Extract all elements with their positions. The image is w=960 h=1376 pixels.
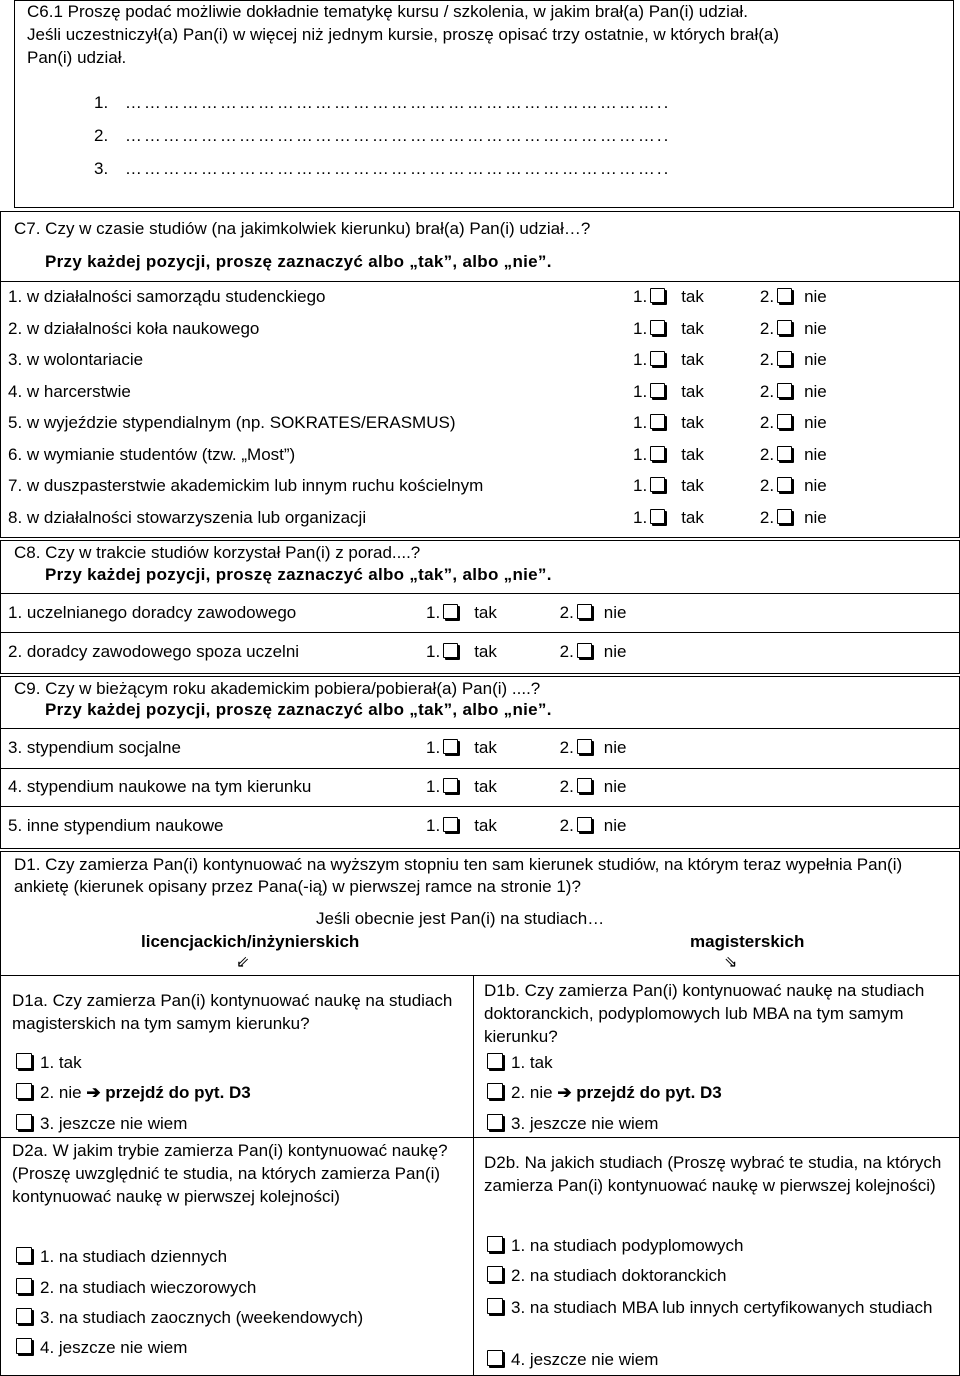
c7-item-8: 8. w działalności stowarzyszenia lub organizacji <box>8 507 367 527</box>
checkbox-icon[interactable] <box>777 414 792 429</box>
c6-question-c: Pan(i) udział. <box>27 48 127 67</box>
c7-answer-8[interactable]: 1. tak 2. nie <box>633 507 827 527</box>
c9-answer-3[interactable]: 1. tak 2. nie <box>426 738 627 757</box>
c7-instruction: Przy każdej pozycji, proszę zaznaczyć albo „tak”, albo „nie”. <box>45 252 552 271</box>
checkbox-icon[interactable] <box>487 1114 503 1130</box>
c7-question: C7. Czy w czasie studiów (na jakimkolwiek kierunku) brał(a) Pan(i) udział…? <box>14 219 591 238</box>
c6-line-2[interactable]: 2. ………………………………………………………………………….. <box>94 126 671 145</box>
checkbox-icon[interactable] <box>777 288 792 303</box>
d1-question: D1. Czy zamierza Pan(i) kontynuować na wyższym stopniu ten sam kierunek studiów, na którym teraz wypełnia Pan(i) ankietę (kierunek opisany przez Pana(-ią) w pierwszej ramce na stronie 1)? <box>14 855 903 896</box>
checkbox-icon[interactable] <box>443 604 458 619</box>
c7-answer-6[interactable]: 1. tak 2. nie <box>633 444 827 464</box>
c9-item-5: 5. inne stypendium naukowe <box>8 816 224 835</box>
checkbox-icon[interactable] <box>777 383 792 398</box>
c8-instruction: Przy każdej pozycji, proszę zaznaczyć albo „tak”, albo „nie”. <box>45 565 552 584</box>
c9-question: C9. Czy w bieżącym roku akademickim pobiera/pobierał(a) Pan(i) ....? <box>14 679 541 698</box>
checkbox-icon[interactable] <box>443 643 458 658</box>
checkbox-icon[interactable] <box>16 1308 32 1324</box>
d2b-option-3[interactable]: 3. na studiach MBA lub innych certyfikowanych studiach <box>485 1296 945 1320</box>
d2a-option-4[interactable]: 4. jeszcze nie wiem <box>14 1338 187 1358</box>
d1b-option-1[interactable]: 1. tak <box>485 1053 553 1073</box>
d1a-divider <box>0 1137 960 1138</box>
d1a-option-3[interactable]: 3. jeszcze nie wiem <box>14 1114 187 1134</box>
checkbox-icon[interactable] <box>487 1266 503 1282</box>
checkbox-icon[interactable] <box>650 320 665 335</box>
d2a-option-1[interactable]: 1. na studiach dziennych <box>14 1247 227 1267</box>
checkbox-icon[interactable] <box>487 1350 503 1366</box>
checkbox-icon[interactable] <box>16 1114 32 1130</box>
d2a-option-3[interactable]: 3. na studiach zaocznych (weekendowych) <box>14 1308 363 1328</box>
c6-dots: ………………………………………………………………………….. <box>124 159 671 178</box>
checkbox-icon[interactable] <box>577 817 592 832</box>
c8-row-divider <box>0 632 960 633</box>
checkbox-icon[interactable] <box>777 320 792 335</box>
checkbox-icon[interactable] <box>16 1338 32 1354</box>
checkbox-icon[interactable] <box>443 739 458 754</box>
checkbox-icon[interactable] <box>487 1053 503 1069</box>
c6-dots: ………………………………………………………………………….. <box>124 93 671 112</box>
c6-question <box>27 2 748 22</box>
checkbox-icon[interactable] <box>16 1053 32 1069</box>
c7-answer-1[interactable]: 1. tak 2. nie <box>633 287 827 306</box>
checkbox-icon[interactable] <box>650 351 665 366</box>
c7-answer-3[interactable]: 1. tak 2. nie <box>633 350 827 369</box>
checkbox-icon[interactable] <box>577 643 592 658</box>
c7-divider <box>0 281 960 282</box>
checkbox-icon[interactable] <box>650 446 665 461</box>
d1a-question: D1a. Czy zamierza Pan(i) kontynuować naukę na studiach magisterskich na tym samym kierunku? <box>12 991 453 1033</box>
checkbox-icon[interactable] <box>650 288 665 303</box>
c6-dots: ………………………………………………………………………….. <box>124 126 671 145</box>
c9-row-divider <box>0 806 960 807</box>
checkbox-icon[interactable] <box>16 1278 32 1294</box>
checkbox-icon[interactable] <box>487 1298 503 1314</box>
c9-answer-4[interactable]: 1. tak 2. nie <box>426 777 627 796</box>
d2b-option-1[interactable]: 1. na studiach podyplomowych <box>485 1236 743 1256</box>
c8-answer-2[interactable]: 1. tak 2. nie <box>426 642 627 661</box>
checkbox-icon[interactable] <box>650 414 665 429</box>
c6-line-3[interactable]: 3. ………………………………………………………………………….. <box>94 159 671 178</box>
c7-item-4: 4. w harcerstwie <box>8 381 131 401</box>
c7-item-2: 2. w działalności koła naukowego <box>8 318 260 338</box>
checkbox-icon[interactable] <box>443 778 458 793</box>
d2a-option-2[interactable]: 2. na studiach wieczorowych <box>14 1278 256 1298</box>
d1-left-head: licencjackich/inżynierskich <box>141 932 360 951</box>
d2b-option-4[interactable]: 4. jeszcze nie wiem <box>485 1350 658 1370</box>
c6-question-b: Jeśli uczestniczył(a) Pan(i) w więcej niż jednym kursie, proszę opisać trzy ostatnie, w których brał(a) <box>27 25 780 44</box>
c8-item-2: 2. doradcy zawodowego spoza uczelni <box>8 642 300 661</box>
d1b-question: D1b. Czy zamierza Pan(i) kontynuować naukę na studiach doktoranckich, podyplomowych lub MBA na tym samym kierunku? <box>484 981 925 1046</box>
d2b-option-2[interactable]: 2. na studiach doktoranckich <box>485 1266 726 1286</box>
c9-item-4: 4. stypendium naukowe na tym kierunku <box>8 777 312 796</box>
checkbox-icon[interactable] <box>577 604 592 619</box>
c9-answer-5[interactable]: 1. tak 2. nie <box>426 816 627 835</box>
checkbox-icon[interactable] <box>777 446 792 461</box>
checkbox-icon[interactable] <box>577 739 592 754</box>
checkbox-icon[interactable] <box>443 817 458 832</box>
c8-answer-1[interactable]: 1. tak 2. nie <box>426 603 627 622</box>
c8-divider <box>0 593 960 594</box>
c7-item-5: 5. w wyjeździe stypendialnym (np. SOKRATES/ERASMUS) <box>8 413 456 432</box>
d1a-option-1[interactable]: 1. tak <box>14 1053 82 1073</box>
c7-answer-5[interactable]: 1. tak 2. nie <box>633 413 827 432</box>
c9-item-3: 3. stypendium socjalne <box>8 738 181 757</box>
c8-question: C8. Czy w trakcie studiów korzystał Pan(i) z porad....? <box>14 543 421 562</box>
checkbox-icon[interactable] <box>777 351 792 366</box>
c7-item-1: 1. w działalności samorządu studenckiego <box>8 287 326 306</box>
c7-answer-7[interactable]: 1. tak 2. nie <box>633 476 827 495</box>
d1-right-head: magisterskich <box>690 932 805 951</box>
c6-question-text: C6.1 Proszę podać możliwie dokładnie tematykę kursu / szkolenia, w jakim brał(a) Pan(i) udział. <box>27 2 748 21</box>
checkbox-icon[interactable] <box>650 509 665 524</box>
checkbox-icon[interactable] <box>487 1083 503 1099</box>
c7-item-3: 3. w wolontariacie <box>8 350 144 369</box>
checkbox-icon[interactable] <box>777 509 792 524</box>
checkbox-icon[interactable] <box>650 477 665 492</box>
arrow-down-right-icon: ⇘ <box>724 954 738 971</box>
d1a-option-2[interactable]: 2. nie ➔ przejdź do pyt. D3 <box>14 1083 251 1103</box>
d1-column-divider <box>473 975 474 1376</box>
d1b-option-3[interactable]: 3. jeszcze nie wiem <box>485 1114 658 1134</box>
arrow-right-icon: ➔ <box>86 1083 101 1102</box>
c9-row-divider <box>0 768 960 769</box>
checkbox-icon[interactable] <box>16 1247 32 1263</box>
c7-answer-2[interactable]: 1. tak 2. nie <box>633 318 827 338</box>
arrow-down-left-icon: ⇙ <box>236 954 250 971</box>
checkbox-icon[interactable] <box>777 477 792 492</box>
c7-answer-4[interactable]: 1. tak 2. nie <box>633 381 827 401</box>
c6-line-1[interactable]: 1. ………………………………………………………………………….. <box>94 93 671 112</box>
c8-item-1: 1. uczelnianego doradcy zawodowego <box>8 603 297 622</box>
arrow-right-icon: ➔ <box>557 1083 572 1102</box>
checkbox-icon[interactable] <box>650 383 665 398</box>
c7-item-6: 6. w wymianie studentów (tzw. „Most”) <box>8 444 296 464</box>
c7-item-7: 7. w duszpasterstwie akademickim lub innym ruchu kościelnym <box>8 476 484 495</box>
d1-intro: Jeśli obecnie jest Pan(i) na studiach… <box>316 909 605 928</box>
c9-divider <box>0 728 960 729</box>
d2b-question: D2b. Na jakich studiach (Proszę wybrać te studia, na których zamierza Pan(i) kontynuować naukę w pierwszej kolejności) <box>484 1153 942 1195</box>
d1b-option-2[interactable]: 2. nie ➔ przejdź do pyt. D3 <box>485 1083 722 1103</box>
checkbox-icon[interactable] <box>577 778 592 793</box>
d1-split-divider <box>0 975 960 976</box>
d2a-question: D2a. W jakim trybie zamierza Pan(i) kontynuować naukę? (Proszę uwzględnić te studia, na których zamierza Pan(i) kontynuować naukę w pierwszej kolejności) <box>12 1141 448 1206</box>
c9-instruction: Przy każdej pozycji, proszę zaznaczyć albo „tak”, albo „nie”. <box>45 700 552 719</box>
checkbox-icon[interactable] <box>16 1083 32 1099</box>
checkbox-icon[interactable] <box>487 1236 503 1252</box>
